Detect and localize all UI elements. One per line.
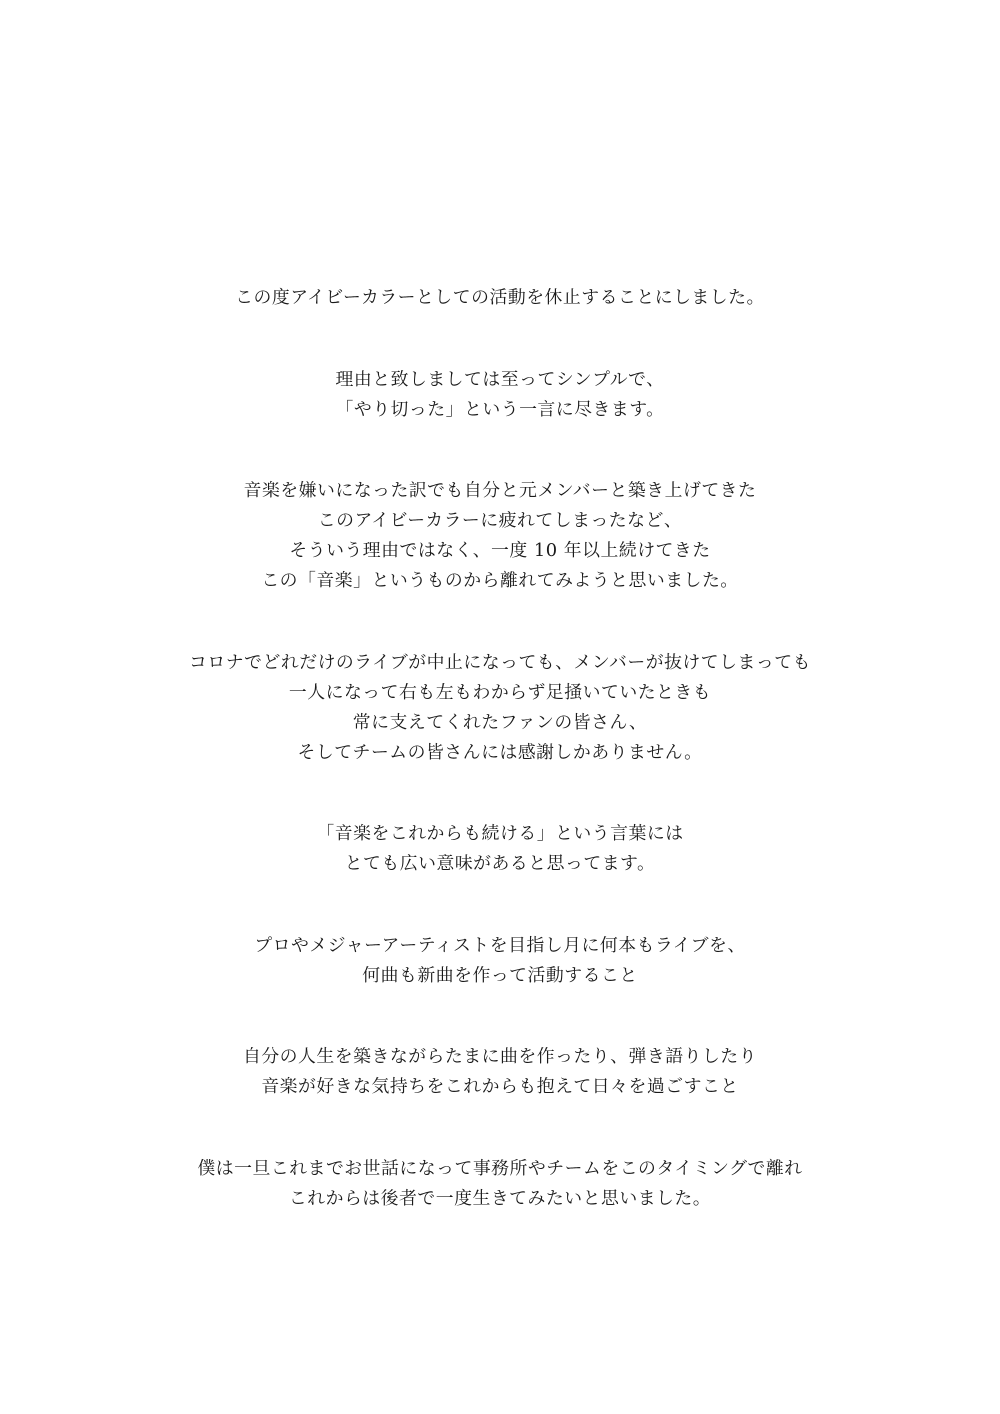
paragraph-gratitude <box>0 648 1000 768</box>
text-line: 音楽を嫌いになった訳でも自分と元メンバーと築き上げてきた <box>243 480 757 501</box>
text-line: 音楽が好きな気持ちをこれからも抱えて日々を過ごすこと <box>261 1076 739 1097</box>
text-line: プロやメジャーアーティストを目指し月に何本もライブを、 <box>254 934 746 956</box>
text-line: この度アイビーカラーとしての活動を休止することにしました。 <box>235 287 765 308</box>
paragraph-explanation <box>0 476 1000 596</box>
text-line: そういう理由ではなく、一度 10 年以上続けてきた <box>289 540 711 561</box>
text-line: 僕は一旦これまでお世話になって事務所やチームをこのタイミングで離れ <box>197 1157 803 1179</box>
text-line: コロナでどれだけのライブが中止になっても、メンバーが抜けてしまっても <box>189 651 811 673</box>
paragraph-announcement <box>0 283 1000 313</box>
text-line: 常に支えてくれたファンの皆さん、 <box>352 711 648 733</box>
paragraph-option-life <box>0 1042 1000 1102</box>
text-line: このアイビーカラーに疲れてしまったなど、 <box>317 510 683 531</box>
statement-document <box>0 283 1000 1214</box>
text-line: 「やり切った」という一言に尽きます。 <box>335 398 665 420</box>
text-line: 理由と致しましては至ってシンプルで、 <box>335 368 665 390</box>
text-line: この「音楽」というものから離れてみようと思いました。 <box>261 570 739 591</box>
paragraph-conclusion <box>0 1154 1000 1214</box>
paragraph-option-pro <box>0 931 1000 991</box>
text-line: これからは後者で一度生きてみたいと思いました。 <box>288 1187 712 1209</box>
text-line: 「音楽をこれからも続ける」という言葉には <box>316 823 684 844</box>
paragraph-reason <box>0 365 1000 425</box>
text-line: 一人になって右も左もわからず足掻いていたときも <box>288 681 712 703</box>
text-line: 自分の人生を築きながらたまに曲を作ったり、弾き語りしたり <box>242 1046 758 1067</box>
text-line: 何曲も新曲を作って活動すること <box>362 964 638 986</box>
paragraph-meaning <box>0 819 1000 879</box>
text-line: とても広い意味があると思ってます。 <box>344 853 656 874</box>
text-line: そしてチームの皆さんには感謝しかありません。 <box>297 741 703 763</box>
